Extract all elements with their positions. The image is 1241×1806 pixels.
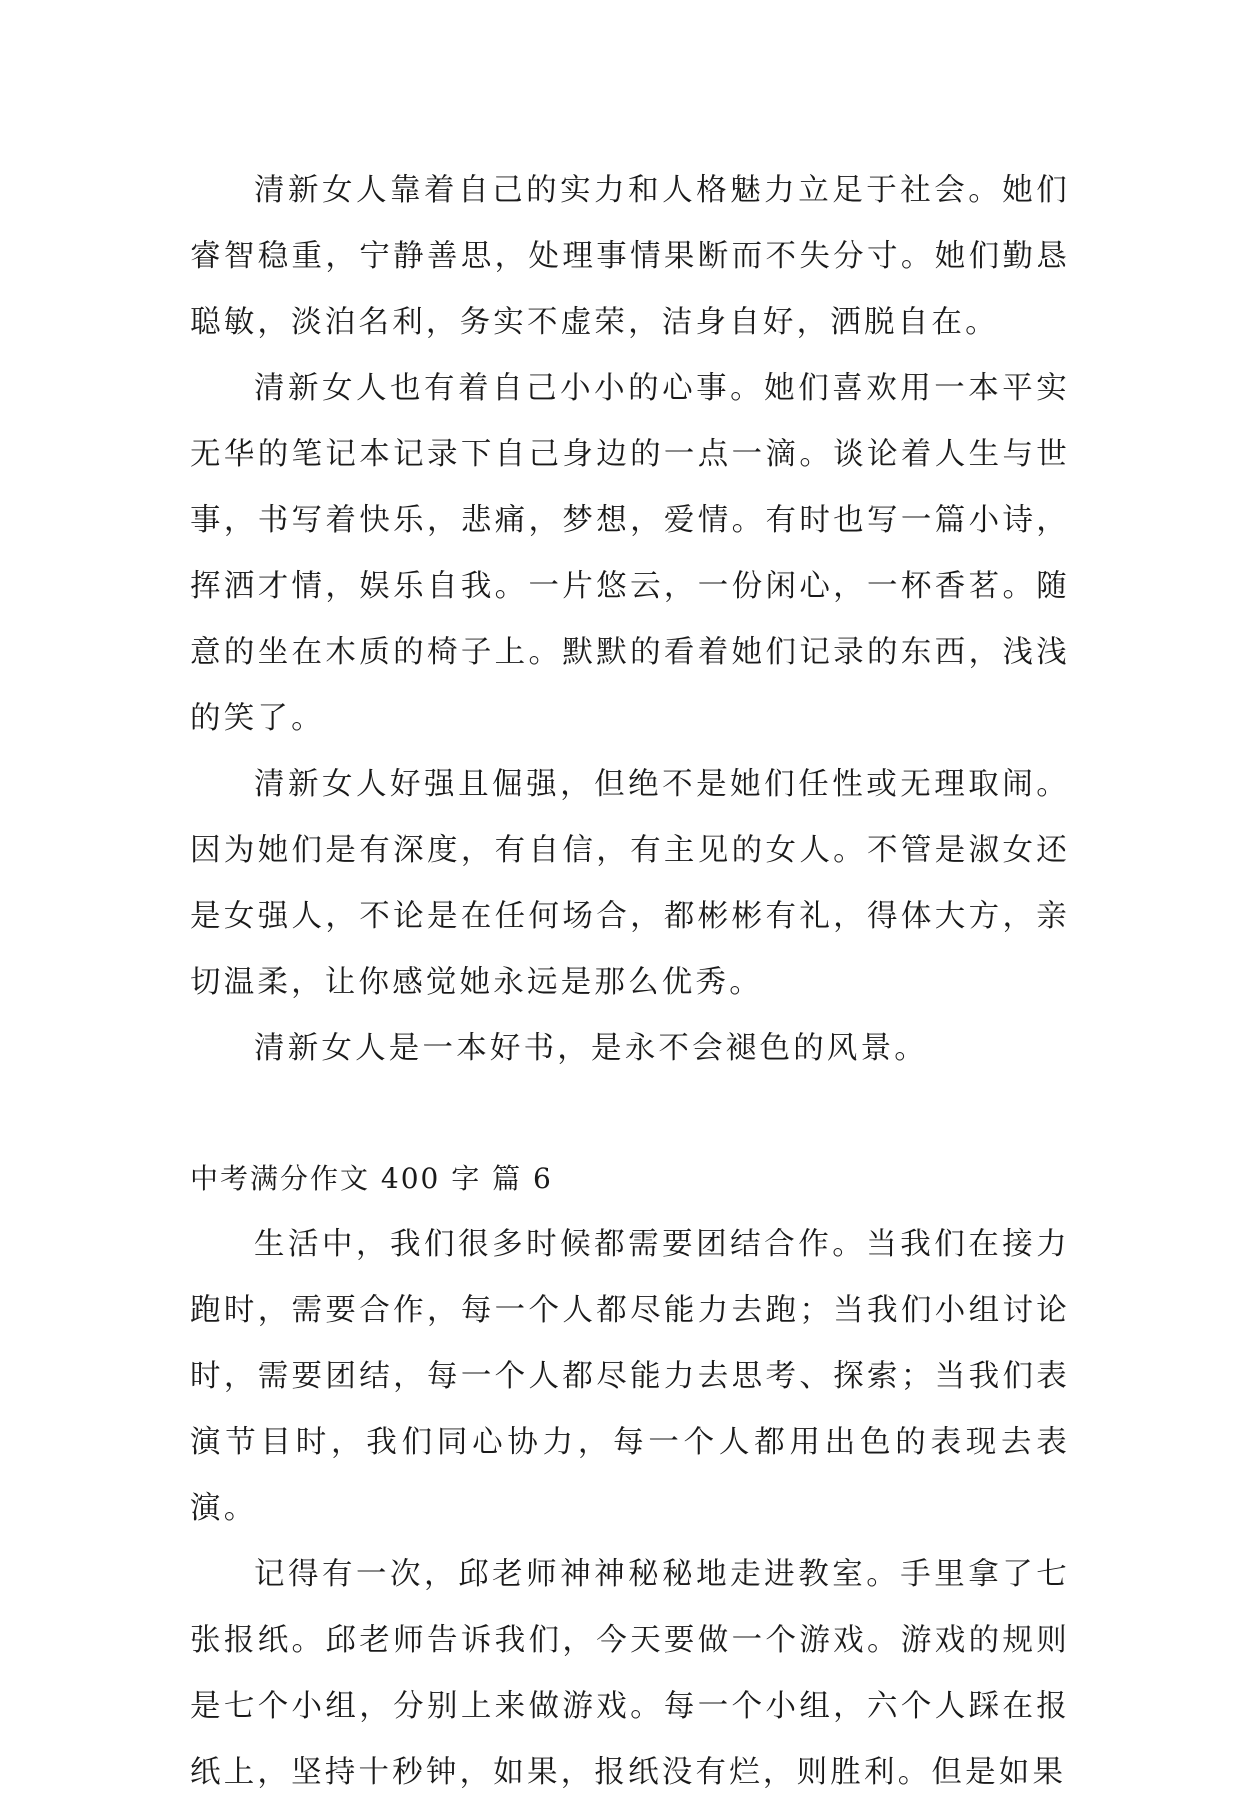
essay-section-2 [190,1146,1070,1806]
paragraph: 清新女人是一本好书，是永不会褪色的风景。 [254,1031,928,1066]
paragraph: 记得有一次，邱老师神神秘秘地走进教室。手里拿了七张报纸。邱老师告诉我们，今天要做一个游戏。游戏的规则是七个小组，分别上来做游戏。每一个小组，六个人踩在报纸上，坚持十秒钟，如果，报纸没有烂，则胜利。但是如果 [190,1557,1070,1790]
essay-section-1 [190,158,1070,1082]
paragraph: 清新女人也有着自己小小的心事。她们喜欢用一本平实无华的笔记本记录下自己身边的一点一滴。谈论着人生与世事，书写着快乐，悲痛，梦想，爱情。有时也写一篇小诗，挥洒才情，娱乐自我。一片悠云，一份闲心，一杯香茗。随意的坐在木质的椅子上。默默的看着她们记录的东西，浅浅的笑了。 [190,371,1070,736]
paragraph: 清新女人好强且倔强，但绝不是她们任性或无理取闹。因为她们是有深度，有自信，有主见的女人。不管是淑女还是女强人，不论是在任何场合，都彬彬有礼，得体大方，亲切温柔，让你感觉她永远是那么优秀。 [190,767,1070,1000]
paragraph: 清新女人靠着自己的实力和人格魅力立足于社会。她们睿智稳重，宁静善思，处理事情果断而不失分寸。她们勤恳聪敏，淡泊名利，务实不虚荣，洁身自好，洒脱自在。 [190,173,1070,340]
document-page [190,158,1070,1806]
paragraph: 生活中，我们很多时候都需要团结合作。当我们在接力跑时，需要合作，每一个人都尽能力去跑；当我们小组讨论时，需要团结，每一个人都尽能力去思考、探索；当我们表演节目时，我们同心协力，每一个人都用出色的表现去表演。 [190,1227,1070,1526]
section-heading: 中考满分作文 400 字 篇 6 [190,1162,553,1195]
